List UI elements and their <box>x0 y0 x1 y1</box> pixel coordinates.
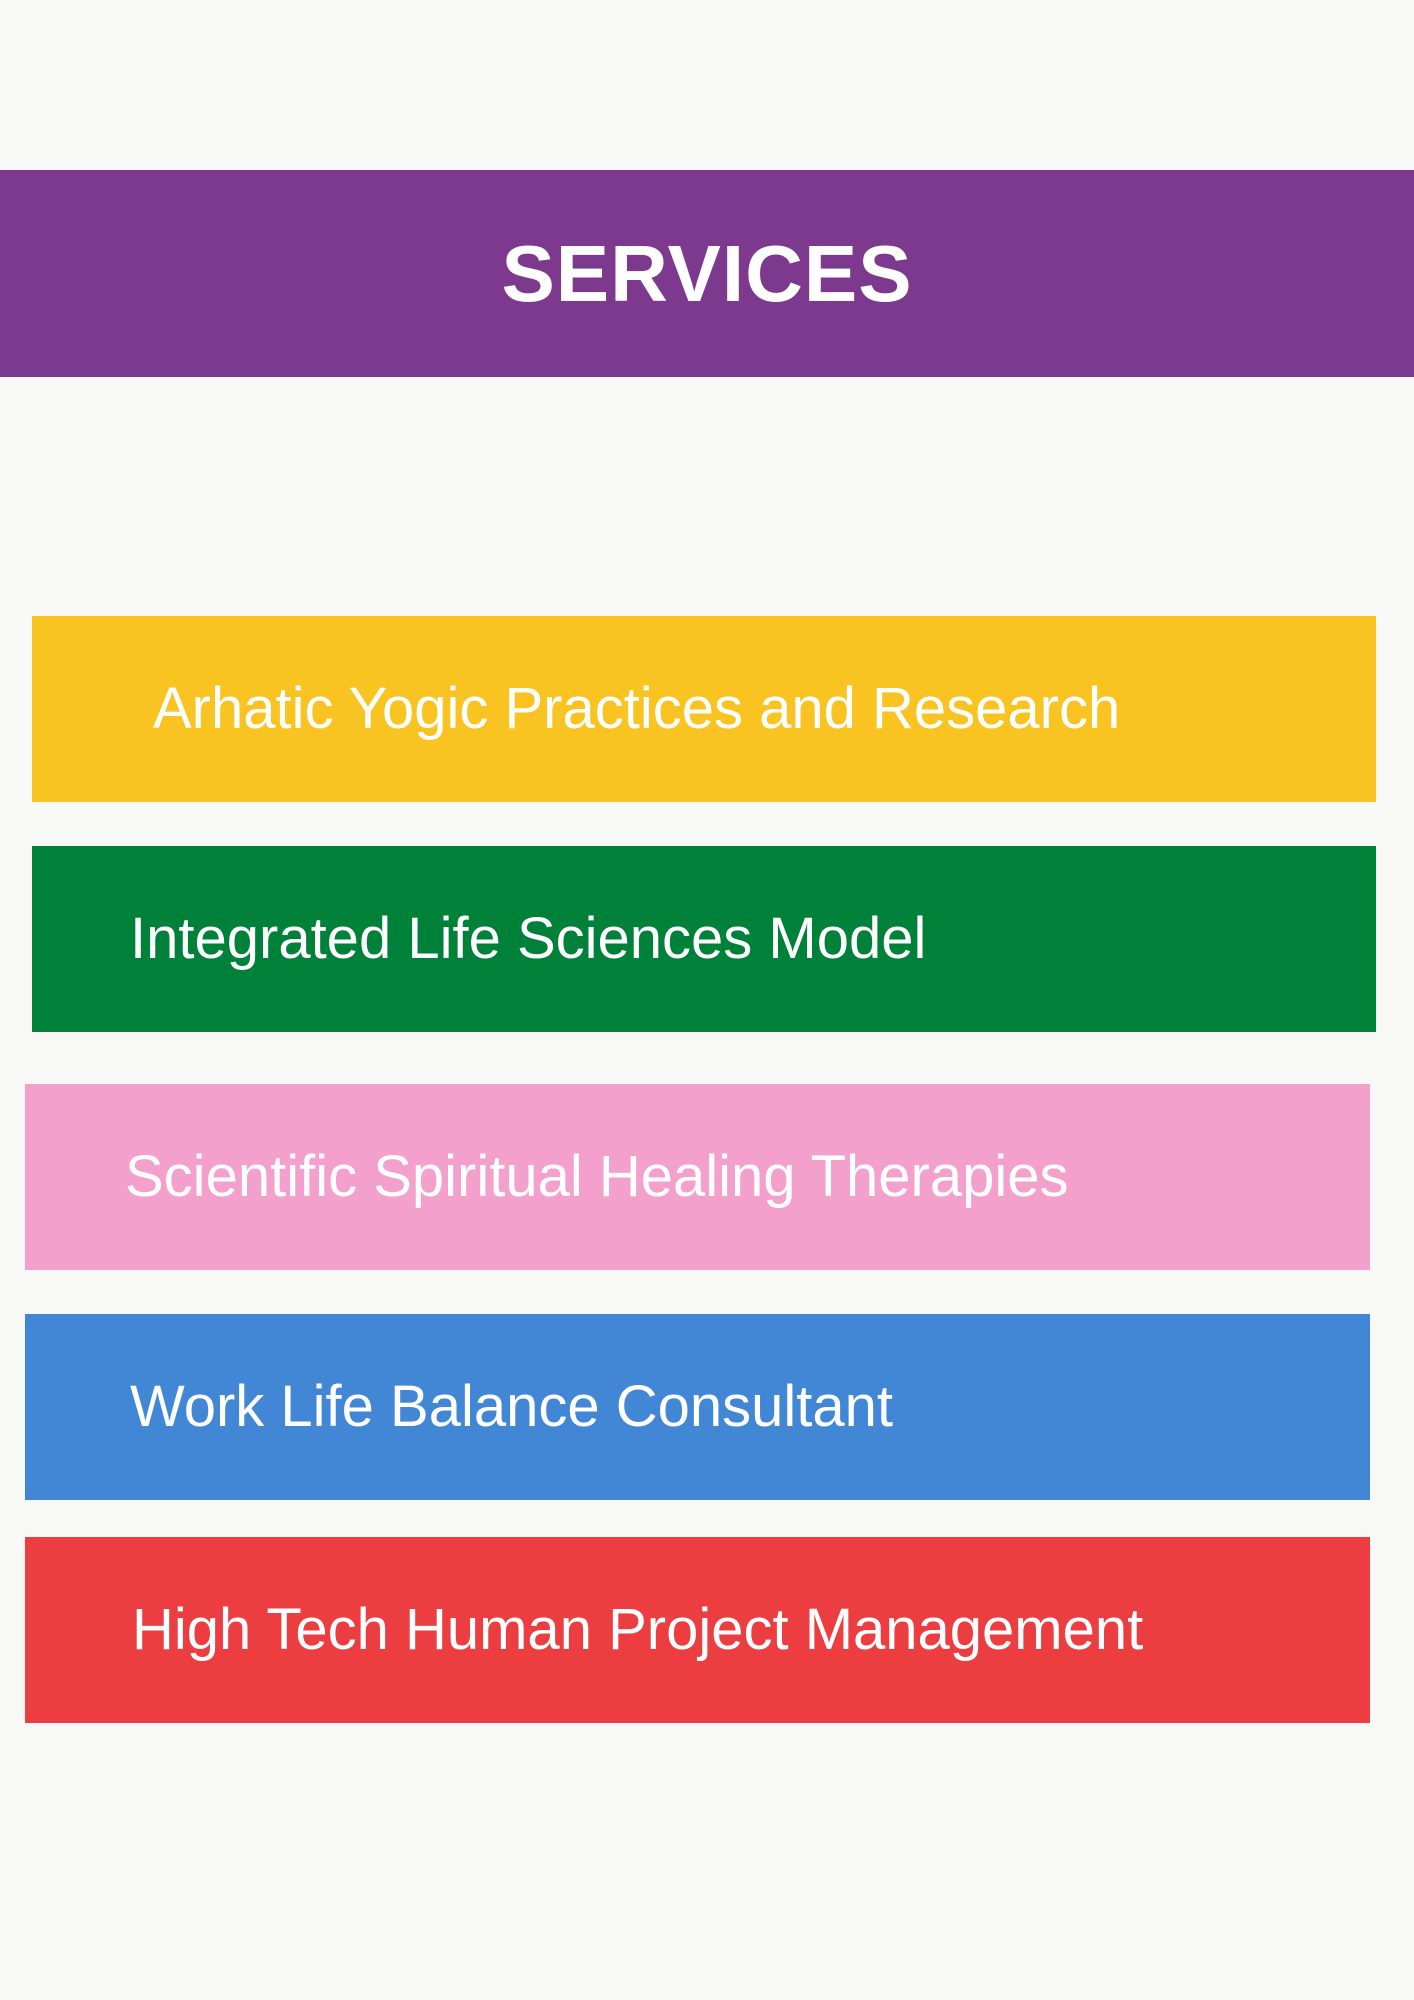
service-label: High Tech Human Project Management <box>132 1597 1144 1662</box>
service-item-work-life-balance <box>25 1314 1370 1500</box>
service-item-arhatic-yogic <box>32 616 1376 802</box>
service-label: Scientific Spiritual Healing Therapies <box>125 1144 1069 1209</box>
service-item-spiritual-healing <box>25 1084 1370 1270</box>
services-header-band <box>0 170 1414 377</box>
service-label: Arhatic Yogic Practices and Research <box>153 676 1121 741</box>
service-item-integrated-life-sciences <box>32 846 1376 1032</box>
service-label: Work Life Balance Consultant <box>130 1374 894 1439</box>
page-title: SERVICES <box>501 228 913 318</box>
service-item-project-management <box>25 1537 1370 1723</box>
service-label: Integrated Life Sciences Model <box>130 906 927 971</box>
